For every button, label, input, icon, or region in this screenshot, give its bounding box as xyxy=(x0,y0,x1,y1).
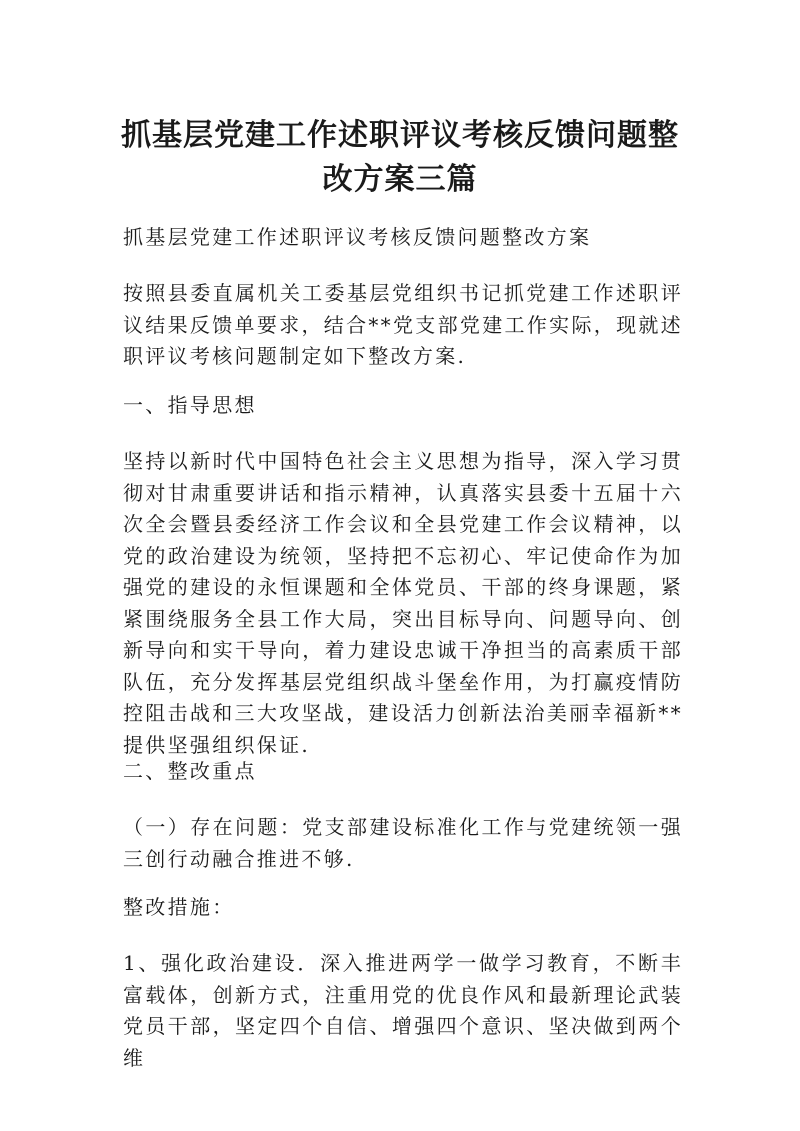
document-title: 抓基层党建工作述职评议考核反馈问题整改方案三篇 xyxy=(121,118,679,197)
problem-one-paragraph: （一）存在问题：党支部建设标准化工作与党建统领一强三创行动融合推进不够. xyxy=(123,815,683,871)
intro-paragraph: 按照县委直属机关工委基层党组织书记抓党建工作述职评议结果反馈单要求，结合**党支部党建工作实际，现就述职评议考核问题制定如下整改方案. xyxy=(123,281,683,368)
section-heading-guiding-thought: 一、指导思想 xyxy=(123,393,257,417)
measures-heading: 整改措施： xyxy=(123,895,235,919)
section-heading-rectification-focus: 二、整改重点 xyxy=(123,759,257,783)
measure-one-paragraph: 1、强化政治建设．深入推进两学一做学习教育，不断丰富载体，创新方式，注重用党的优良作风和最新理论武装党员干部，坚定四个自信、增强四个意识、坚决做到两个维 xyxy=(123,951,683,1070)
document-subtitle: 抓基层党建工作述职评议考核反馈问题整改方案 xyxy=(123,225,592,249)
guiding-thought-paragraph: 坚持以新时代中国特色社会主义思想为指导，深入学习贯彻对甘肃重要讲话和指示精神，认真落实县委十五届十六次全会暨县委经济工作会议和全县党建工作会议精神，以党的政治建设为统领，坚持把不忘初心、牢记使命作为加强党的建设的永恒课题和全体党员、干部的终身课题，紧紧围绕服务全县工作大局，突出目标导向、问题导向、创新导向和实干导向，着力建设忠诚干净担当的高素质干部队伍，充分发挥基层党组织战斗堡垒作用，为打赢疫情防控阻击战和三大攻坚战，建设活力创新法治美丽幸福新**提供坚强组织保证. xyxy=(123,449,683,757)
